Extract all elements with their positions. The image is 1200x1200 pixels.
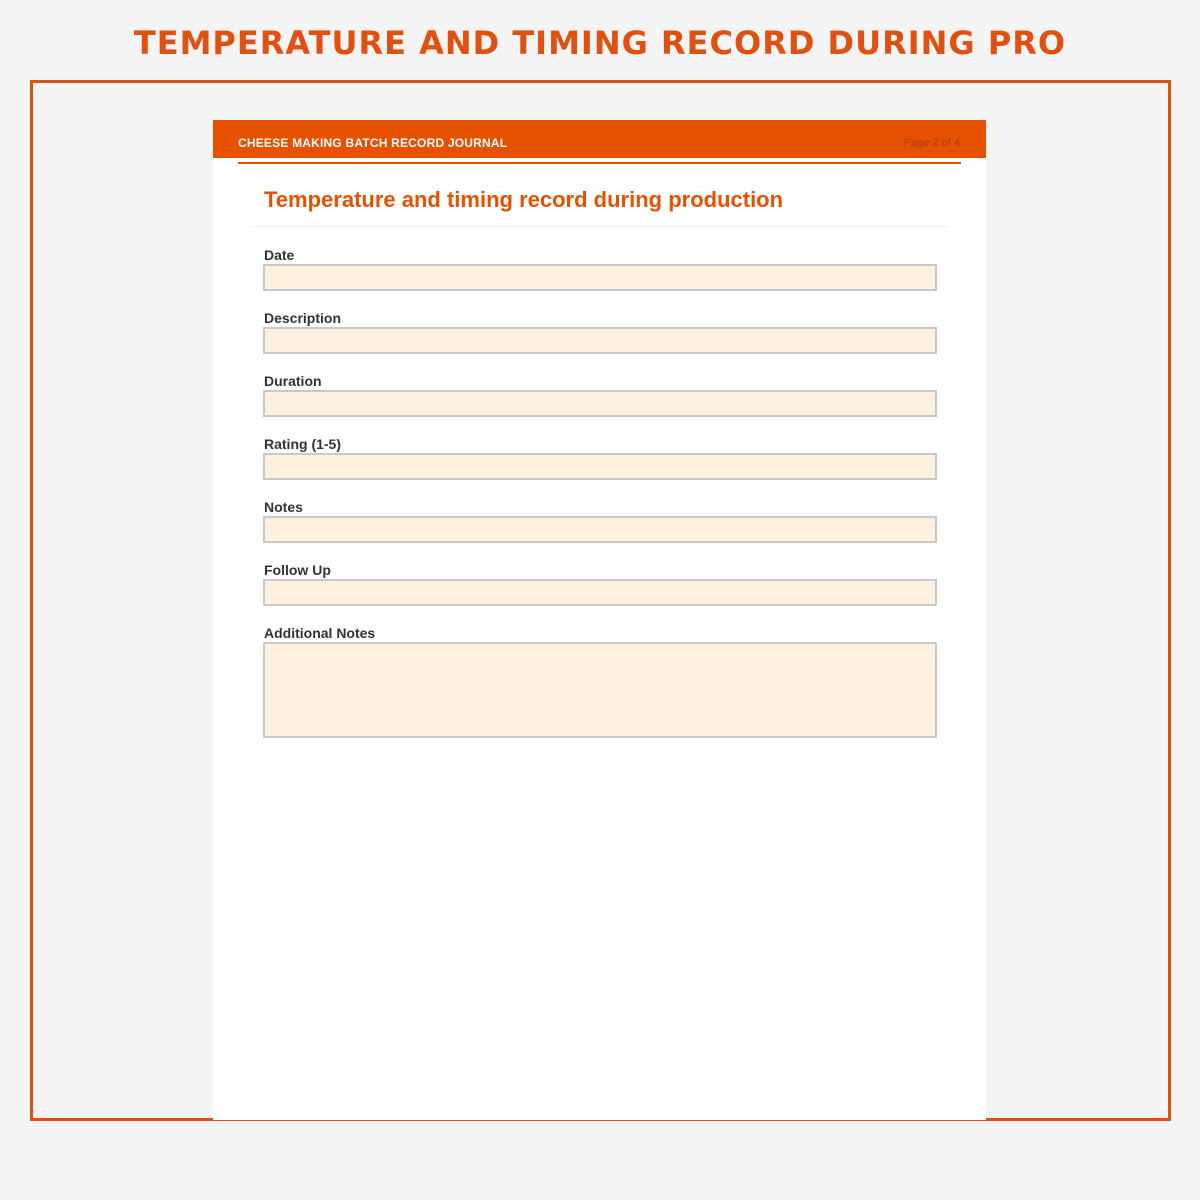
title-divider	[251, 226, 948, 227]
date-label: Date	[264, 247, 295, 263]
header-divider	[238, 162, 961, 164]
additional-notes-field[interactable]	[263, 642, 937, 738]
additional-notes-label: Additional Notes	[264, 625, 376, 641]
notes-label: Notes	[264, 499, 303, 515]
journal-page	[213, 120, 986, 1120]
notes-field[interactable]	[263, 516, 937, 543]
description-field[interactable]	[263, 327, 937, 354]
page-number: Page 2 of 4	[903, 137, 960, 149]
duration-label: Duration	[264, 373, 322, 389]
description-label: Description	[264, 310, 342, 326]
date-field[interactable]	[263, 264, 937, 291]
page-header-bar	[213, 120, 986, 158]
follow-up-field[interactable]	[263, 579, 937, 606]
follow-up-label: Follow Up	[264, 562, 331, 578]
banner-title: TEMPERATURE AND TIMING RECORD DURING PRO	[133, 24, 1067, 62]
duration-field[interactable]	[263, 390, 937, 417]
rating-field[interactable]	[263, 453, 937, 480]
section-title: Temperature and timing record during production	[264, 187, 784, 212]
journal-name: CHEESE MAKING BATCH RECORD JOURNAL	[238, 136, 508, 150]
rating-label: Rating (1-5)	[264, 436, 341, 452]
